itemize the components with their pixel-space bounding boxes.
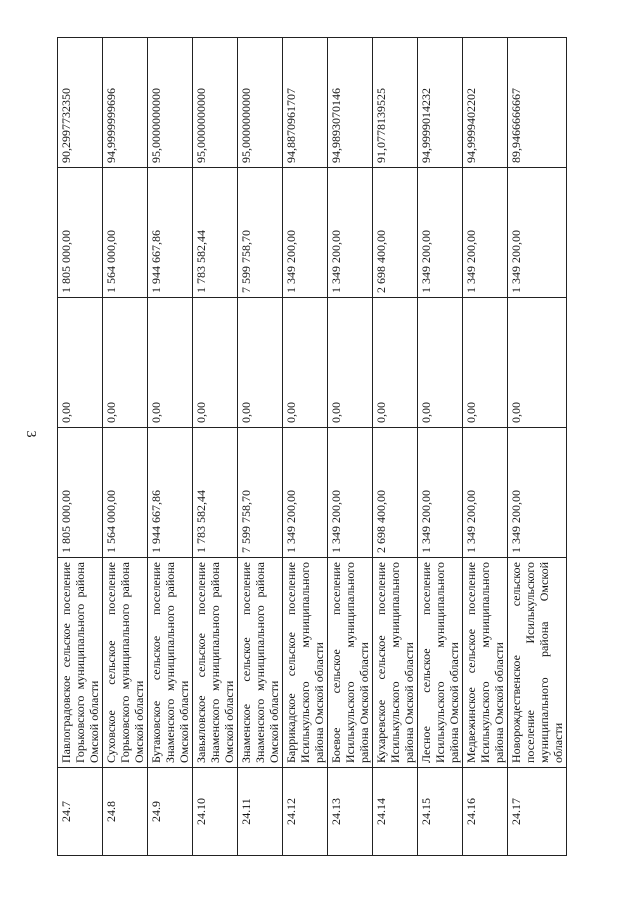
amount-total: 2 698 400,00 (373, 428, 418, 558)
row-number: 24.17 (508, 768, 567, 856)
amount-third: 1 805 000,00 (58, 168, 103, 298)
settlement-name: Кухаревское сельское поселение Исилькульского муниципального района Омской области (373, 558, 418, 768)
amount-total: 1 783 582,44 (193, 428, 238, 558)
amount-third: 1 349 200,00 (283, 168, 328, 298)
amount-third: 2 698 400,00 (373, 168, 418, 298)
amount-second: 0,00 (103, 298, 148, 428)
settlement-name: Завьяловское сельское поселение Знаменского муниципального района Омской области (193, 558, 238, 768)
percent-value: 94,8870961707 (283, 38, 328, 168)
table-row (58, 38, 103, 856)
percent-value: 94,9999014232 (418, 38, 463, 168)
amount-second: 0,00 (418, 298, 463, 428)
percent-value: 95,0000000000 (148, 38, 193, 168)
row-number: 24.16 (463, 768, 508, 856)
table-row (283, 38, 328, 856)
percent-value: 91,0778139525 (373, 38, 418, 168)
percent-value: 94,9893070146 (328, 38, 373, 168)
table-row (373, 38, 418, 856)
table-row (328, 38, 373, 856)
amount-second: 0,00 (193, 298, 238, 428)
table-container (57, 38, 580, 856)
amount-second: 0,00 (508, 298, 567, 428)
amount-third: 1 783 582,44 (193, 168, 238, 298)
settlement-name: Бутаковское сельское поселение Знаменского муниципального района Омской области (148, 558, 193, 768)
settlement-name: Лесное сельское поселение Исилькульского муниципального района Омской области (418, 558, 463, 768)
table-row (238, 38, 283, 856)
row-number: 24.15 (418, 768, 463, 856)
table-row (418, 38, 463, 856)
amount-total: 7 599 758,70 (238, 428, 283, 558)
percent-value: 94,9999402202 (463, 38, 508, 168)
settlement-name: Боевое сельское поселение Исилькульского муниципального района Омской области (328, 558, 373, 768)
amount-total: 1 805 000,00 (58, 428, 103, 558)
amount-total: 1 349 200,00 (283, 428, 328, 558)
settlement-name: Медвежинское сельское поселение Исилькульского муниципального района Омской области (463, 558, 508, 768)
amount-second: 0,00 (463, 298, 508, 428)
amount-total: 1 944 667,86 (148, 428, 193, 558)
settlement-name: Суховское сельское поселение Горьковского муниципального района Омской области (103, 558, 148, 768)
amount-second: 0,00 (238, 298, 283, 428)
amount-second: 0,00 (283, 298, 328, 428)
row-number: 24.10 (193, 768, 238, 856)
percent-value: 89,9466666667 (508, 38, 567, 168)
settlement-name: Павлоградовское сельское поселение Горьковского муниципального района Омской области (58, 558, 103, 768)
row-number: 24.14 (373, 768, 418, 856)
amount-total: 1 349 200,00 (508, 428, 567, 558)
percent-value: 95,0000000000 (238, 38, 283, 168)
table-row (193, 38, 238, 856)
table-row (463, 38, 508, 856)
table-row (148, 38, 193, 856)
table-body (58, 38, 567, 856)
amount-total: 1 349 200,00 (328, 428, 373, 558)
amount-third: 1 564 000,00 (103, 168, 148, 298)
percent-value: 94,9999999696 (103, 38, 148, 168)
amount-second: 0,00 (328, 298, 373, 428)
table-row (103, 38, 148, 856)
row-number: 24.8 (103, 768, 148, 856)
row-number: 24.11 (238, 768, 283, 856)
settlement-name: Баррикадское сельское поселение Исилькульского муниципального района Омской области (283, 558, 328, 768)
amount-third: 1 944 667,86 (148, 168, 193, 298)
amount-third: 1 349 200,00 (463, 168, 508, 298)
amount-third: 1 349 200,00 (328, 168, 373, 298)
amount-total: 1 564 000,00 (103, 428, 148, 558)
amount-total: 1 349 200,00 (463, 428, 508, 558)
amount-second: 0,00 (373, 298, 418, 428)
amount-second: 0,00 (148, 298, 193, 428)
percent-value: 95,0000000000 (193, 38, 238, 168)
table-row (508, 38, 567, 856)
page-number: 3 (23, 430, 38, 438)
row-number: 24.12 (283, 768, 328, 856)
amount-total: 1 349 200,00 (418, 428, 463, 558)
data-table (57, 37, 567, 856)
amount-third: 7 599 758,70 (238, 168, 283, 298)
row-number: 24.13 (328, 768, 373, 856)
amount-third: 1 349 200,00 (418, 168, 463, 298)
percent-value: 90,2997732350 (58, 38, 103, 168)
amount-second: 0,00 (58, 298, 103, 428)
row-number: 24.9 (148, 768, 193, 856)
settlement-name: Новорождественское сельское поселение Исилькульского муниципального района Омской области (508, 558, 567, 768)
settlement-name: Знаменское сельское поселение Знаменского муниципального района Омской области (238, 558, 283, 768)
amount-third: 1 349 200,00 (508, 168, 567, 298)
row-number: 24.7 (58, 768, 103, 856)
